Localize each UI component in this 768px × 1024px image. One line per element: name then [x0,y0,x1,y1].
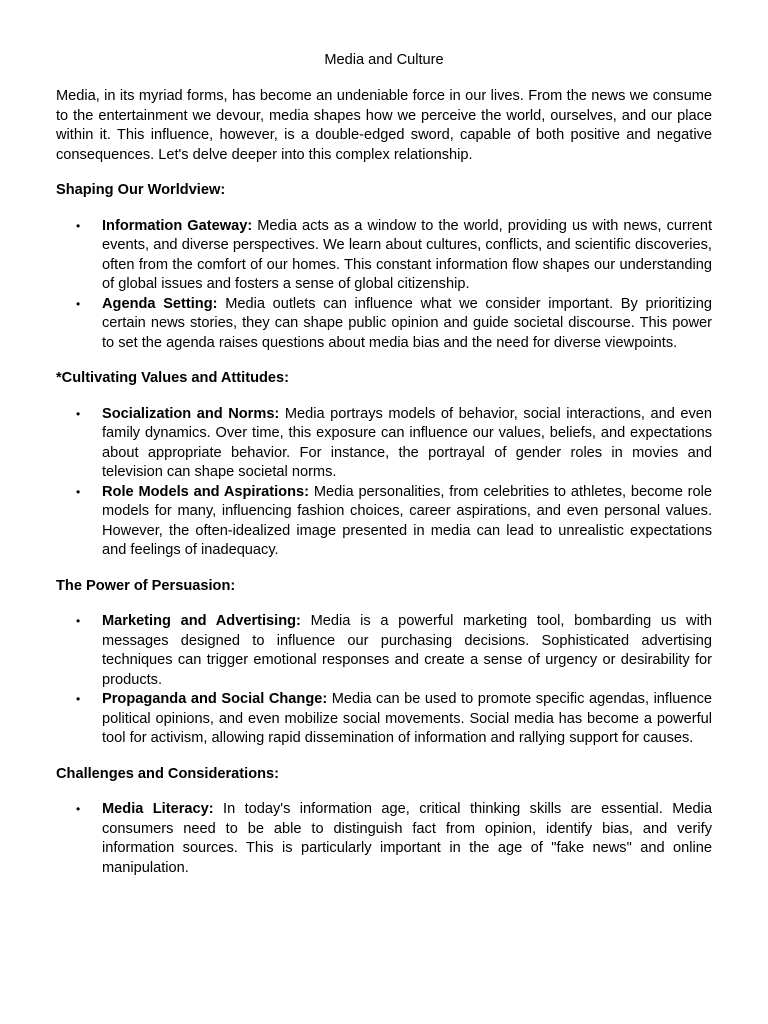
item-text: Media is a powerful marketing tool, bombarding us with messages designed to influence our purchasing decisions. Sophisticated advertising techniques can trigger emotional responses and create a sense of urgency or desirability for products. [102,613,712,688]
list-item [56,690,712,749]
bullet-list [56,405,712,561]
item-term: Information Gateway: [102,217,253,234]
section-heading: *Cultivating Values and Attitudes: [56,370,289,386]
list-item [56,405,712,483]
list-item [56,612,712,690]
document-page [56,50,712,894]
section-heading: The Power of Persuasion: [56,577,236,594]
list-item [56,800,712,878]
section-cultivating-values [56,369,712,561]
bullet-list [56,800,712,878]
item-text: Media outlets can influence what we consider important. By prioritizing certain news stories, they can shape public opinion and guide societal discourse. This power to set the agenda raises questions about media bias and the need for diverse viewpoints. [102,295,713,351]
item-text: In today's information age, critical thinking skills are essential. Media consumers need to be able to distinguish fact from opinion, identify bias, and verify information sources. This is particularly important in the age of "fake news" and online manipulation. [102,801,712,876]
section-power-of-persuasion [56,577,712,749]
item-text: Media acts as a window to the world, providing us with news, current events, and diverse perspectives. We learn about cultures, conflicts, and scientific discoveries, often from the comfort of our homes. This constant information flow shapes our understanding of global issues and fosters a sense of global citizenship. [102,217,712,292]
item-text: Media can be used to promote specific agendas, influence political opinions, and even mobilize social movements. Social media has become a powerful tool for activism, allowing rapid dissemination of information and rallying support for causes. [102,691,712,746]
item-term: Role Models and Aspirations: [102,483,309,500]
bullet-list [56,217,712,354]
item-term: Marketing and Advertising: [102,613,301,629]
item-text: Media portrays models of behavior, social interactions, and even family dynamics. Over time, this exposure can influence our values, beliefs, and expectations about appropriate behavior. For instance, the portrayal of gender roles in movies and television can shape societal norms. [102,405,712,480]
intro-paragraph: Media, in its myriad forms, has become an undeniable force in our lives. From the news we consume to the entertainment we devour, media shapes how we perceive the world, ourselves, and our place within it. This influence, however, is a double-edged sword, capable of both positive and negative consequences. Let's delve deeper into this complex relationship. [56,88,712,163]
page-title: Media and Culture [324,52,444,68]
list-item [56,295,712,354]
section-heading: Shaping Our Worldview: [56,182,226,198]
section-challenges [56,765,712,879]
item-term: Propaganda and Social Change: [102,691,328,707]
section-shaping-worldview [56,181,712,353]
section-heading: Challenges and Considerations: [56,765,279,782]
item-text: Media personalities, from celebrities to athletes, become role models for many, influencing fashion choices, career aspirations, and even personal values. However, the often-idealized image presented in media can lead to unrealistic expectations and feelings of inadequacy. [102,483,713,558]
list-item [56,217,712,295]
item-term: Socialization and Norms: [102,405,280,422]
item-term: Media Literacy: [102,801,214,817]
list-item [56,483,712,561]
item-term: Agenda Setting: [102,295,218,312]
bullet-list [56,612,712,749]
